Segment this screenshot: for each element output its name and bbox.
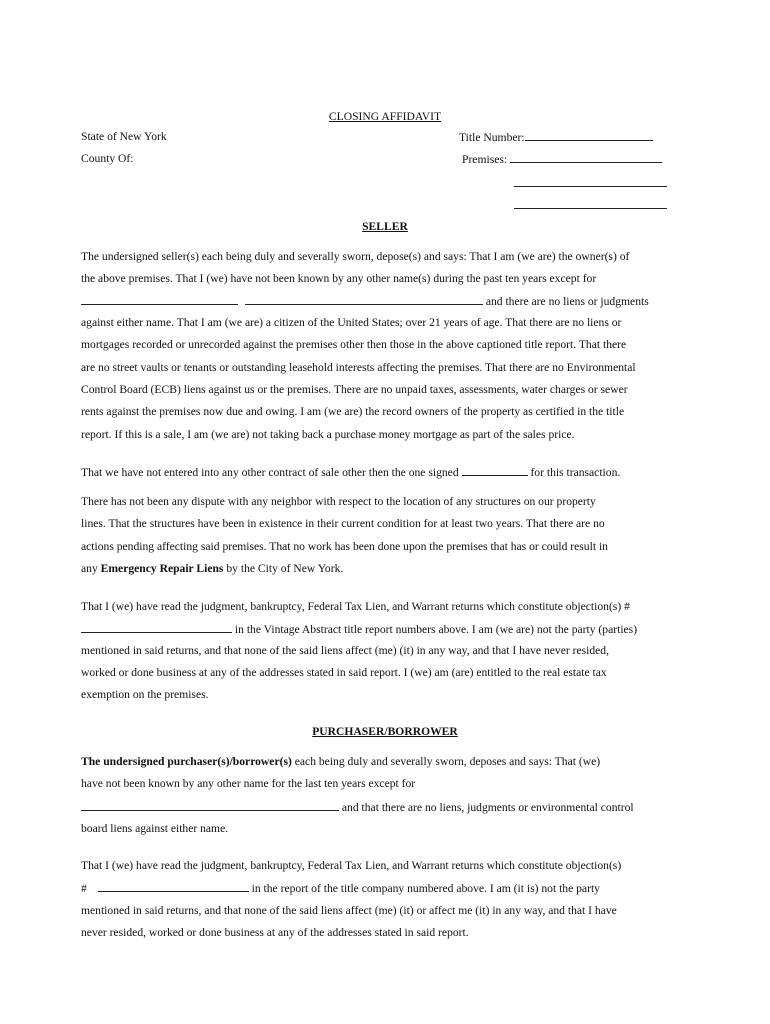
seller-p3-city: by the City of New York.	[226, 562, 344, 575]
purchaser-p1-line	[81, 755, 600, 768]
seller-p4-line: mentioned in said returns, and that none of the said liens affect (me) (it) in any way, and that I have never resided,	[81, 644, 609, 657]
seller-other-name-blank-2[interactable]	[245, 294, 483, 305]
purchaser-objection-blank[interactable]	[98, 881, 249, 892]
seller-p1-line: report. If this is a sale, I am (we are) not taking back a purchase money mortgage as part of the sales price.	[81, 428, 575, 441]
title-number-field[interactable]	[459, 130, 653, 144]
document-title: CLOSING AFFIDAVIT	[328, 110, 442, 123]
purchaser-p2-line: That I (we) have read the judgment, bankruptcy, Federal Tax Lien, and Warrant returns which constitute objection(s)	[81, 859, 622, 872]
seller-p1-line: against either name. That I am (we are) a citizen of the United States; over 21 years of age. That there are no liens or	[81, 316, 622, 329]
premises-blank-2[interactable]	[514, 186, 667, 187]
purchaser-p1-line: have not been known by any other name for the last ten years except for	[81, 777, 416, 790]
seller-p3-line: There has not been any dispute with any neighbor with respect to the location of any structures on our property	[81, 495, 596, 508]
purchaser-p1-line	[81, 800, 634, 814]
purchaser-hash: #	[81, 882, 87, 895]
premises-blank-1[interactable]	[510, 152, 662, 163]
seller-contract-after: for this transaction.	[530, 466, 621, 479]
seller-objection-blank[interactable]	[81, 622, 232, 633]
seller-p4-line: worked or done business at any of the addresses stated in said report. I (we) am (are) entitled to the real estate tax	[81, 666, 607, 679]
seller-heading: SELLER	[362, 220, 408, 233]
purchaser-p2-line: never resided, worked or done business at any of the addresses stated in said report.	[81, 926, 469, 939]
seller-p3-line: lines. That the structures have been in existence in their current condition for at least two years. That there are no	[81, 517, 605, 530]
purchaser-heading: PURCHASER/BORROWER	[312, 725, 458, 738]
purchaser-p2-text: in the report of the title company numbered above. I am (it is) not the party	[251, 882, 600, 895]
seller-p1-line	[81, 294, 649, 308]
seller-other-name-blank-1[interactable]	[81, 294, 238, 305]
seller-p3-any: any	[81, 562, 98, 575]
title-number-blank[interactable]	[525, 130, 653, 141]
seller-p3-line	[81, 562, 343, 575]
contract-signed-blank[interactable]	[462, 465, 528, 476]
seller-p1-line: mortgages recorded or unrecorded against the premises other then those in the above captioned title report. That there	[81, 338, 627, 351]
purchaser-p1-line: board liens against either name.	[81, 822, 229, 835]
seller-p3-line: actions pending affecting said premises. That no work has been done upon the premises that has or could result in	[81, 540, 608, 553]
seller-contract-text: That we have not entered into any other contract of sale other then the one signed	[81, 466, 459, 479]
seller-p4-line	[81, 622, 637, 636]
seller-p1-line: the above premises. That I (we) have not been known by any other name(s) during the past ten years except for	[81, 272, 597, 285]
state-label: State of New York	[81, 130, 167, 143]
emergency-repair-liens-text: Emergency Repair Liens	[100, 562, 224, 575]
seller-p1-line: rents against the premises now due and owing. I am (we are) the record owners of the property as certified in the title	[81, 405, 625, 418]
seller-p4-text: in the Vintage Abstract title report numbers above. I am (we are) not the party (parties)	[234, 623, 638, 636]
purchaser-p2-line	[81, 881, 600, 895]
purchaser-intro-bold: The undersigned purchaser(s)/borrower(s)	[81, 755, 292, 768]
seller-p4-line: That I (we) have read the judgment, bankruptcy, Federal Tax Lien, and Warrant returns which constitute objection(s) #	[81, 600, 630, 613]
premises-field[interactable]	[462, 152, 662, 166]
seller-p1-line: Control Board (ECB) liens against us or the premises. There are no unpaid taxes, assessments, water charges or sewer	[81, 383, 628, 396]
seller-p1-line: The undersigned seller(s) each being duly and severally sworn, depose(s) and says: That I am (we are) the owner(s) of	[81, 250, 630, 263]
purchaser-p2-line: mentioned in said returns, and that none of the said liens affect (me) (it) or affect me (it) in any way, and that I have	[81, 904, 617, 917]
premises-blank-3[interactable]	[514, 208, 667, 209]
seller-p4-line: exemption on the premises.	[81, 688, 209, 701]
purchaser-intro-text: each being duly and severally sworn, deposes and says: That (we)	[294, 755, 601, 768]
seller-liens-text: and there are no liens or judgments	[485, 295, 649, 308]
purchaser-other-name-blank[interactable]	[81, 800, 339, 811]
seller-p1-line: are no street vaults or tenants or outstanding leasehold interests affecting the premises. That there are no Environmental	[81, 361, 636, 374]
premises-label: Premises:	[462, 153, 508, 166]
title-number-label: Title Number:	[459, 131, 525, 144]
seller-contract-line	[81, 465, 620, 479]
county-label: County Of:	[81, 152, 134, 165]
purchaser-liens-text: and that there are no liens, judgments or environmental control	[341, 801, 634, 814]
